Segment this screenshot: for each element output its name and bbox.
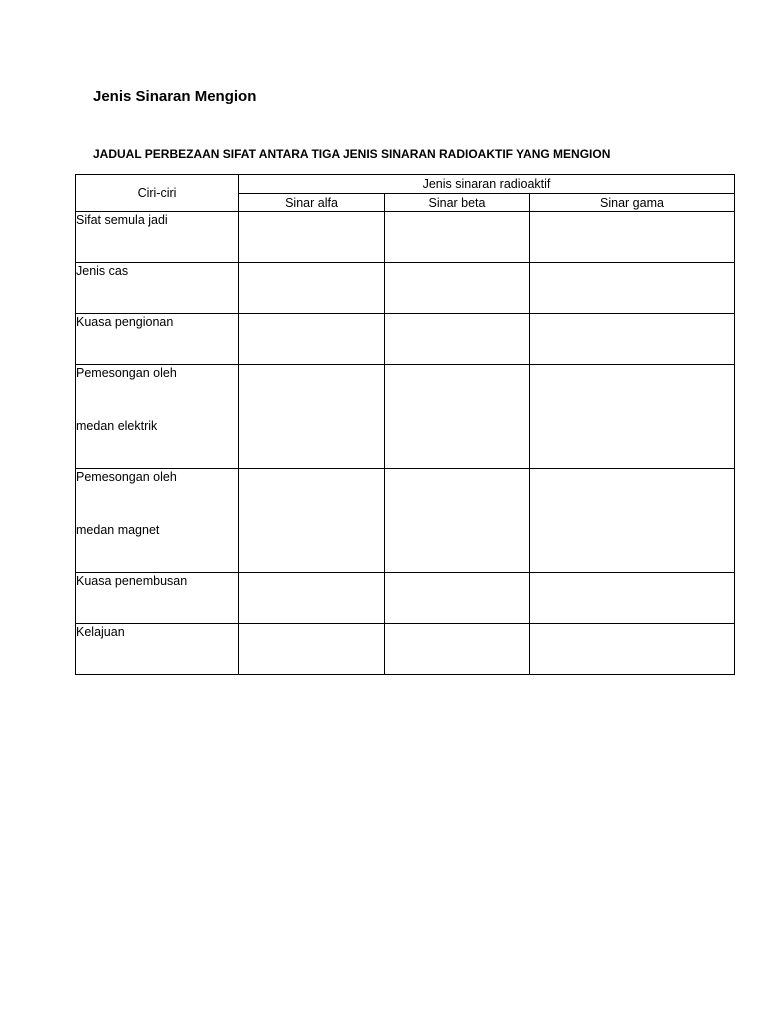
comparison-table (75, 174, 735, 675)
answer-cell[interactable] (530, 624, 735, 675)
answer-cell[interactable] (239, 263, 385, 314)
table-row (76, 263, 735, 314)
table-row (76, 624, 735, 675)
row-label-text: Kuasa penembusan (76, 574, 188, 588)
answer-cell[interactable] (239, 212, 385, 263)
table-header-row (76, 175, 735, 194)
table-caption: JADUAL PERBEZAAN SIFAT ANTARA TIGA JENIS SINARAN RADIOAKTIF YANG MENGION (93, 147, 611, 161)
answer-cell[interactable] (530, 365, 735, 469)
row-label-text-line2: medan magnet (76, 523, 160, 537)
answer-cell[interactable] (239, 573, 385, 624)
column-header-alfa: Sinar alfa (239, 194, 385, 212)
row-label (76, 212, 239, 263)
column-header-beta: Sinar beta (385, 194, 530, 212)
answer-cell[interactable] (385, 624, 530, 675)
column-header-gama: Sinar gama (530, 194, 735, 212)
table-row (76, 314, 735, 365)
answer-cell[interactable] (385, 573, 530, 624)
row-label-text: Pemesongan oleh (76, 366, 177, 380)
answer-cell[interactable] (239, 365, 385, 469)
row-label-text: Kuasa pengionan (76, 315, 174, 329)
row-label-text: Sifat semula jadi (76, 213, 168, 227)
row-label (76, 469, 239, 573)
row-label-text: Pemesongan oleh (76, 470, 177, 484)
page-title: Jenis Sinaran Mengion (93, 88, 257, 105)
row-label-text: Jenis cas (76, 264, 129, 278)
row-label (76, 624, 239, 675)
answer-cell[interactable] (385, 314, 530, 365)
corner-header: Ciri-ciri (76, 175, 239, 212)
group-header: Jenis sinaran radioaktif (239, 175, 735, 194)
answer-cell[interactable] (530, 469, 735, 573)
table-row (76, 365, 735, 469)
answer-cell[interactable] (530, 212, 735, 263)
row-label (76, 314, 239, 365)
table-row (76, 573, 735, 624)
answer-cell[interactable] (530, 263, 735, 314)
row-label-text: Kelajuan (76, 625, 125, 639)
row-label-text-line2: medan elektrik (76, 419, 158, 433)
answer-cell[interactable] (239, 624, 385, 675)
answer-cell[interactable] (385, 365, 530, 469)
answer-cell[interactable] (530, 314, 735, 365)
answer-cell[interactable] (239, 469, 385, 573)
row-label (76, 365, 239, 469)
table-row (76, 469, 735, 573)
answer-cell[interactable] (530, 573, 735, 624)
table-row (76, 212, 735, 263)
answer-cell[interactable] (385, 212, 530, 263)
answer-cell[interactable] (385, 469, 530, 573)
row-label (76, 263, 239, 314)
answer-cell[interactable] (385, 263, 530, 314)
answer-cell[interactable] (239, 314, 385, 365)
row-label (76, 573, 239, 624)
